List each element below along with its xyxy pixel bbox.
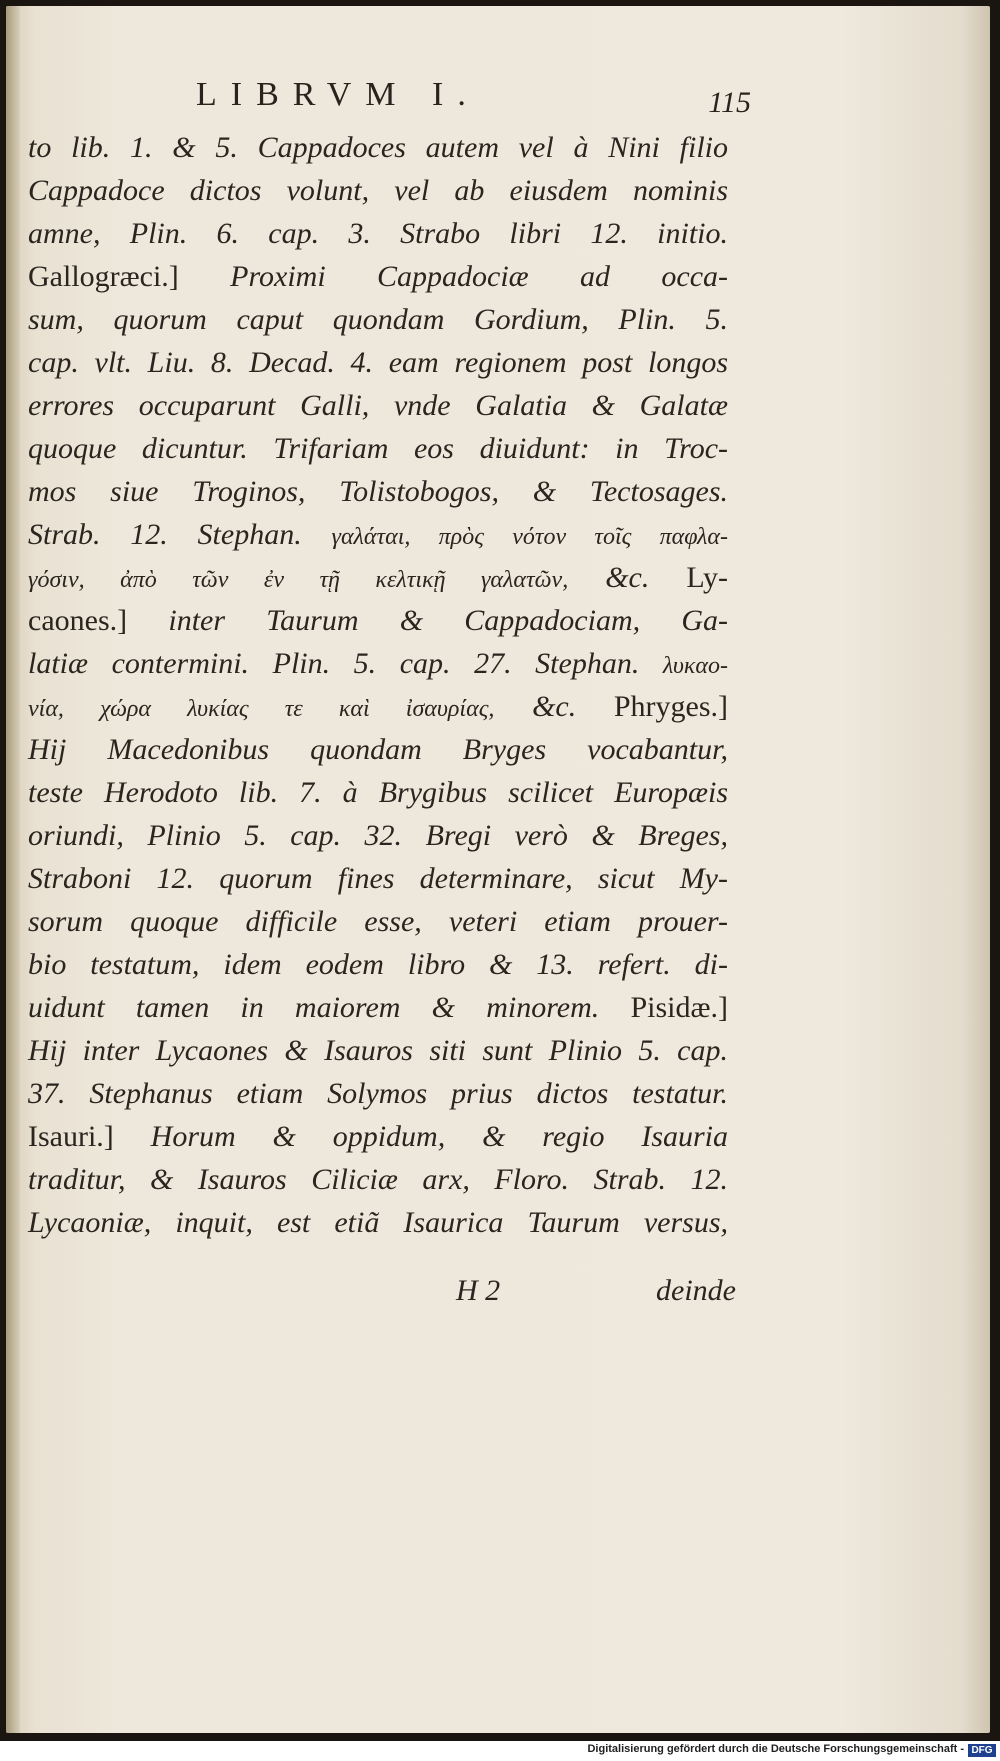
funding-credit: Digitalisierung gefördert durch die Deutsche Forschungsgemeinschaft - (587, 1743, 964, 1755)
lemma: Pisidæ.] (630, 991, 728, 1024)
text-line (28, 685, 728, 728)
text-line (28, 986, 728, 1029)
text-line (28, 599, 728, 642)
text-line (28, 1115, 728, 1158)
line-text: mos siue Troginos, Tolistobogos, & Tectosages. (28, 475, 728, 508)
running-title: LIBRVM I. (196, 76, 480, 113)
line-text: uidunt tamen in maiorem & minorem. (28, 991, 600, 1024)
line-text: Hij Macedonibus quondam Bryges vocabantur, (28, 733, 728, 766)
line-text: &c. (605, 561, 650, 594)
line-text: 37. Stephanus etiam Solymos prius dictos testatur. (28, 1077, 728, 1110)
line-text: to lib. 1. & 5. Cappadoces autem vel à Nini filio (28, 131, 728, 164)
text-line (28, 1029, 728, 1072)
line-text: bio testatum, idem eodem libro & 13. refert. di- (28, 948, 728, 981)
text-line (28, 1201, 728, 1244)
line-text: &c. (532, 690, 577, 723)
page-number: 115 (708, 86, 751, 119)
text-line (28, 1158, 728, 1201)
text-line (28, 728, 728, 771)
line-text: sum, quorum caput quondam Gordium, Plin. 5. (28, 303, 728, 336)
text-line (28, 556, 728, 599)
line-text: quoque dicuntur. Trifariam eos diuidunt: in Troc- (28, 432, 728, 465)
greek-text: γόσιν, ἀπὸ τῶν ἐν τῇ κελτικῇ γαλατῶν, (28, 567, 569, 593)
text-line (28, 857, 728, 900)
line-text: sorum quoque difficile esse, veteri etiam prouer- (28, 905, 728, 938)
line-text: Hij inter Lycaones & Isauros siti sunt Plinio 5. cap. (28, 1034, 728, 1067)
text-line (28, 513, 728, 556)
line-text: Straboni 12. quorum fines determinare, sicut My- (28, 862, 728, 895)
lemma: Gallogræci.] (28, 260, 179, 293)
line-text: latiæ contermini. Plin. 5. cap. 27. Stephan. (28, 647, 640, 680)
text-line (28, 255, 728, 298)
greek-text: νία, χώρα λυκίας τε καὶ ἰσαυρίας, (28, 696, 495, 722)
line-text: traditur, & Isauros Ciliciæ arx, Floro. Strab. 12. (28, 1163, 728, 1196)
text-line (28, 943, 728, 986)
lemma: Phryges.] (613, 690, 728, 723)
page-foot (436, 1274, 736, 1314)
text-line (28, 384, 728, 427)
line-text: inter Taurum & Cappadociam, Ga- (168, 604, 729, 637)
lemma: Ly- (686, 561, 728, 594)
catchword: deinde (656, 1274, 736, 1307)
text-line (28, 212, 728, 255)
text-line (28, 126, 728, 169)
book-page (6, 6, 990, 1733)
page-body (28, 126, 728, 1244)
line-text: oriundi, Plinio 5. cap. 32. Bregi verò & Breges, (28, 819, 728, 852)
lemma: caones.] (28, 604, 128, 637)
text-line (28, 298, 728, 341)
signature-mark: H 2 (456, 1274, 501, 1307)
line-text: errores occuparunt Galli, vnde Galatia & Galatæ (28, 389, 728, 422)
text-line (28, 470, 728, 513)
text-line (28, 341, 728, 384)
text-line (28, 427, 728, 470)
greek-text: γαλάται, πρὸς νότον τοῖς παφλα- (331, 524, 729, 550)
text-line (28, 814, 728, 857)
dfg-logo: DFG (968, 1744, 996, 1757)
text-line (28, 1072, 728, 1115)
line-text: teste Herodoto lib. 7. à Brygibus scilicet Europæis (28, 776, 728, 809)
line-text: Cappadoce dictos volunt, vel ab eiusdem nominis (28, 174, 728, 207)
greek-text: λυκαο- (662, 653, 728, 679)
text-line (28, 900, 728, 943)
line-text: Lycaoniæ, inquit, est etiã Isaurica Taurum versus, (28, 1206, 728, 1239)
text-line (28, 169, 728, 212)
text-line (28, 771, 728, 814)
text-line (28, 642, 728, 685)
footer-bar (0, 1741, 1000, 1761)
page-gutter (6, 6, 20, 1733)
lemma: Isauri.] (28, 1120, 114, 1153)
line-text: amne, Plin. 6. cap. 3. Strabo libri 12. initio. (28, 217, 728, 250)
line-text: Strab. 12. Stephan. (28, 518, 302, 551)
line-text: Proximi Cappadociæ ad occa- (230, 260, 728, 293)
line-text: Horum & oppidum, & regio Isauria (150, 1120, 729, 1153)
line-text: cap. vlt. Liu. 8. Decad. 4. eam regionem post longos (28, 346, 728, 379)
